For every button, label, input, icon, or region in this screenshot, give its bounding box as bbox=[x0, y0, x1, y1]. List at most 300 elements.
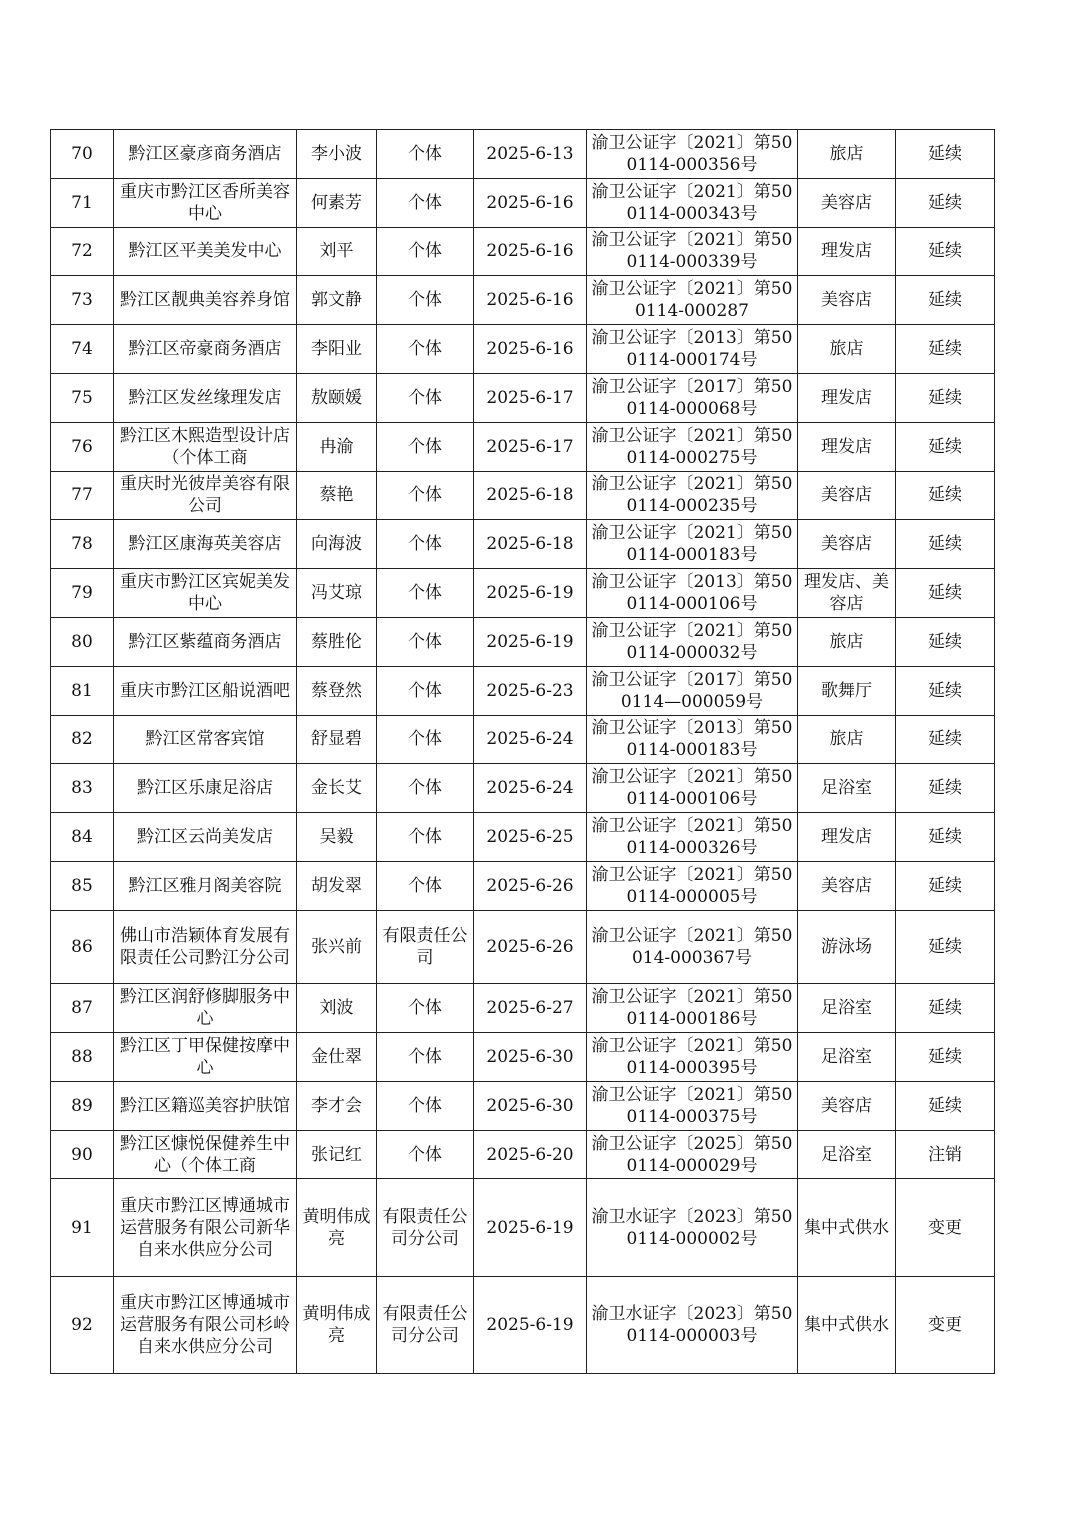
row-number-cell bbox=[51, 569, 114, 618]
business-name: 重庆市黔江区香所美容中心 bbox=[120, 181, 290, 224]
business-name: 黔江区紫蕴商务酒店 bbox=[128, 631, 282, 652]
business-category: 理发店 bbox=[821, 827, 872, 848]
legal-person-cell bbox=[297, 1276, 377, 1374]
issue-date: 2025-6-16 bbox=[486, 290, 574, 311]
issue-date: 2025-6-30 bbox=[486, 1046, 574, 1067]
business-type: 个体 bbox=[408, 192, 442, 213]
row-number-cell bbox=[51, 520, 114, 569]
license-number-cell bbox=[587, 1081, 798, 1130]
business-name-cell bbox=[114, 666, 297, 715]
business-name: 重庆时光彼岸美容有限公司 bbox=[120, 474, 290, 517]
business-category: 足浴室 bbox=[821, 1046, 872, 1067]
action-type: 延续 bbox=[928, 680, 962, 701]
action-type: 延续 bbox=[928, 436, 962, 457]
business-name: 黔江区豪彦商务酒店 bbox=[128, 143, 282, 164]
business-category: 美容店 bbox=[821, 534, 872, 555]
business-name-cell bbox=[114, 1179, 297, 1277]
business-name-cell bbox=[114, 617, 297, 666]
issue-date-cell bbox=[474, 471, 587, 520]
legal-person: 胡发翠 bbox=[311, 875, 362, 896]
table-row bbox=[51, 325, 995, 374]
row-number-cell bbox=[51, 910, 114, 984]
business-category-cell bbox=[798, 813, 896, 862]
license-number-cell bbox=[587, 715, 798, 764]
table-row bbox=[51, 1130, 995, 1179]
business-category-cell bbox=[798, 1179, 896, 1277]
business-name: 黔江区木熙造型设计店（个体工商 bbox=[120, 425, 290, 468]
issue-date-cell bbox=[474, 520, 587, 569]
business-type-cell bbox=[377, 861, 474, 910]
business-category: 美容店 bbox=[821, 192, 872, 213]
license-number: 渝卫公证字〔2021〕第500114-000395号 bbox=[591, 1035, 793, 1078]
business-type: 个体 bbox=[408, 875, 442, 896]
business-type: 个体 bbox=[408, 339, 442, 360]
legal-person-cell bbox=[297, 1130, 377, 1179]
business-name-cell bbox=[114, 325, 297, 374]
issue-date: 2025-6-26 bbox=[486, 875, 574, 896]
business-category-cell bbox=[798, 1033, 896, 1082]
issue-date: 2025-6-19 bbox=[486, 583, 574, 604]
business-category-cell bbox=[798, 130, 896, 179]
action-type: 延续 bbox=[928, 485, 962, 506]
action-type: 延续 bbox=[928, 387, 962, 408]
business-name: 黔江区云尚美发店 bbox=[137, 827, 273, 848]
action-type-cell bbox=[896, 276, 995, 325]
license-number-cell bbox=[587, 910, 798, 984]
table-row bbox=[51, 1081, 995, 1130]
issue-date-cell bbox=[474, 813, 587, 862]
issue-date-cell bbox=[474, 1130, 587, 1179]
action-type: 注销 bbox=[928, 1144, 962, 1165]
row-number: 91 bbox=[71, 1217, 93, 1238]
business-category-cell bbox=[798, 471, 896, 520]
legal-person-cell bbox=[297, 178, 377, 227]
business-name: 黔江区乐康足浴店 bbox=[137, 778, 273, 799]
row-number: 71 bbox=[71, 192, 93, 213]
row-number-cell bbox=[51, 373, 114, 422]
table-row bbox=[51, 666, 995, 715]
license-number-cell bbox=[587, 764, 798, 813]
business-type: 个体 bbox=[408, 680, 442, 701]
legal-person-cell bbox=[297, 861, 377, 910]
business-category: 理发店 bbox=[821, 241, 872, 262]
license-number-cell bbox=[587, 1033, 798, 1082]
issue-date: 2025-6-23 bbox=[486, 680, 574, 701]
business-type-cell bbox=[377, 130, 474, 179]
business-type-cell bbox=[377, 178, 474, 227]
legal-person-cell bbox=[297, 325, 377, 374]
action-type-cell bbox=[896, 569, 995, 618]
row-number: 77 bbox=[71, 485, 93, 506]
business-name-cell bbox=[114, 984, 297, 1033]
business-type: 个体 bbox=[408, 998, 442, 1019]
action-type-cell bbox=[896, 325, 995, 374]
business-type: 个体 bbox=[408, 534, 442, 555]
action-type-cell bbox=[896, 520, 995, 569]
row-number-cell bbox=[51, 227, 114, 276]
row-number: 81 bbox=[71, 680, 93, 701]
business-category: 旅店 bbox=[829, 729, 864, 750]
license-number-cell bbox=[587, 984, 798, 1033]
action-type: 延续 bbox=[928, 729, 962, 750]
business-type: 个体 bbox=[408, 631, 442, 652]
license-number-cell bbox=[587, 422, 798, 471]
issue-date: 2025-6-16 bbox=[486, 339, 574, 360]
business-name: 重庆市黔江区船说酒吧 bbox=[120, 680, 290, 701]
business-type: 个体 bbox=[408, 241, 442, 262]
business-type: 个体 bbox=[408, 778, 442, 799]
business-category-cell bbox=[798, 178, 896, 227]
row-number-cell bbox=[51, 1033, 114, 1082]
license-number-cell bbox=[587, 1276, 798, 1374]
business-name: 黔江区润舒修脚服务中心 bbox=[120, 987, 290, 1030]
business-type-cell bbox=[377, 569, 474, 618]
table-row bbox=[51, 178, 995, 227]
issue-date: 2025-6-25 bbox=[486, 827, 574, 848]
license-number-cell bbox=[587, 666, 798, 715]
table-row bbox=[51, 471, 995, 520]
legal-person: 李才会 bbox=[311, 1095, 362, 1116]
legal-person: 敖颐媛 bbox=[311, 387, 362, 408]
row-number: 86 bbox=[71, 937, 93, 957]
business-category-cell bbox=[798, 1276, 896, 1374]
business-category: 美容店 bbox=[821, 1095, 872, 1116]
issue-date-cell bbox=[474, 984, 587, 1033]
issue-date: 2025-6-20 bbox=[486, 1144, 574, 1165]
business-type: 个体 bbox=[408, 1046, 442, 1067]
business-type: 有限责任公司分公司 bbox=[382, 1206, 468, 1249]
action-type: 延续 bbox=[928, 631, 962, 652]
issue-date: 2025-6-18 bbox=[486, 534, 574, 555]
license-number: 渝卫公证字〔2021〕第500114-000343号 bbox=[591, 181, 793, 224]
action-type: 延续 bbox=[928, 534, 962, 555]
business-name-cell bbox=[114, 422, 297, 471]
issue-date: 2025-6-19 bbox=[486, 631, 574, 652]
row-number-cell bbox=[51, 715, 114, 764]
license-number: 渝卫公证字〔2021〕第500114-000326号 bbox=[591, 816, 793, 859]
business-type: 个体 bbox=[408, 485, 442, 506]
row-number-cell bbox=[51, 813, 114, 862]
issue-date: 2025-6-18 bbox=[486, 485, 574, 506]
table-row bbox=[51, 227, 995, 276]
action-type: 延续 bbox=[928, 192, 962, 213]
issue-date: 2025-6-27 bbox=[486, 998, 574, 1019]
business-type: 个体 bbox=[408, 1095, 442, 1116]
business-name: 黔江区慷悦保健养生中心（个体工商 bbox=[120, 1133, 290, 1176]
row-number-cell bbox=[51, 422, 114, 471]
business-category: 歌舞厅 bbox=[821, 680, 872, 701]
business-category: 理发店 bbox=[821, 436, 872, 457]
business-type: 有限责任公司 bbox=[382, 926, 468, 968]
issue-date: 2025-6-30 bbox=[486, 1095, 574, 1116]
business-type-cell bbox=[377, 373, 474, 422]
business-name: 黔江区靓典美容养身馆 bbox=[120, 290, 290, 311]
table-body bbox=[51, 130, 995, 1374]
legal-person-cell bbox=[297, 1081, 377, 1130]
legal-person: 李阳业 bbox=[311, 339, 362, 360]
action-type: 延续 bbox=[928, 241, 962, 262]
action-type: 变更 bbox=[928, 1315, 962, 1336]
business-category-cell bbox=[798, 276, 896, 325]
license-number: 渝卫公证字〔2021〕第500114-000275号 bbox=[591, 425, 793, 468]
action-type-cell bbox=[896, 861, 995, 910]
legal-person-cell bbox=[297, 520, 377, 569]
business-name: 黔江区籍巡美容护肤馆 bbox=[120, 1095, 290, 1116]
business-name-cell bbox=[114, 569, 297, 618]
business-category: 美容店 bbox=[821, 290, 872, 311]
business-name-cell bbox=[114, 910, 297, 984]
issue-date-cell bbox=[474, 910, 587, 984]
license-number: 渝卫公证字〔2021〕第500114-000287 bbox=[591, 279, 793, 322]
issue-date: 2025-6-16 bbox=[486, 241, 574, 262]
legal-person: 张记红 bbox=[311, 1144, 362, 1165]
table-row bbox=[51, 764, 995, 813]
issue-date-cell bbox=[474, 227, 587, 276]
business-category-cell bbox=[798, 422, 896, 471]
business-name: 黔江区康海英美容店 bbox=[128, 534, 282, 555]
action-type-cell bbox=[896, 813, 995, 862]
action-type-cell bbox=[896, 178, 995, 227]
business-category: 游泳场 bbox=[821, 937, 872, 957]
action-type: 延续 bbox=[928, 998, 962, 1019]
business-type-cell bbox=[377, 715, 474, 764]
table-row bbox=[51, 130, 995, 179]
business-name: 黔江区发丝缘理发店 bbox=[128, 387, 282, 408]
license-number-cell bbox=[587, 520, 798, 569]
action-type-cell bbox=[896, 715, 995, 764]
action-type: 延续 bbox=[928, 290, 962, 311]
legal-person: 蔡艳 bbox=[319, 485, 354, 506]
action-type-cell bbox=[896, 471, 995, 520]
license-number: 渝卫水证字〔2023〕第500114-000003号 bbox=[591, 1304, 793, 1347]
business-category: 足浴室 bbox=[821, 778, 872, 799]
license-number-cell bbox=[587, 325, 798, 374]
legal-person: 蔡胜伦 bbox=[311, 631, 362, 652]
business-category-cell bbox=[798, 1130, 896, 1179]
row-number-cell bbox=[51, 178, 114, 227]
row-number: 87 bbox=[71, 998, 93, 1019]
business-type-cell bbox=[377, 984, 474, 1033]
issue-date-cell bbox=[474, 1179, 587, 1277]
action-type: 延续 bbox=[928, 1095, 962, 1116]
issue-date-cell bbox=[474, 1033, 587, 1082]
business-name-cell bbox=[114, 276, 297, 325]
row-number-cell bbox=[51, 861, 114, 910]
action-type-cell bbox=[896, 617, 995, 666]
issue-date-cell bbox=[474, 715, 587, 764]
license-number: 渝卫公证字〔2021〕第500114-000339号 bbox=[591, 230, 793, 273]
row-number-cell bbox=[51, 666, 114, 715]
table-row bbox=[51, 276, 995, 325]
action-type: 延续 bbox=[928, 583, 962, 604]
row-number-cell bbox=[51, 984, 114, 1033]
business-name: 黔江区丁甲保健按摩中心 bbox=[120, 1035, 290, 1078]
license-number: 渝卫公证字〔2021〕第500114-000186号 bbox=[591, 987, 793, 1030]
table-row bbox=[51, 373, 995, 422]
issue-date-cell bbox=[474, 373, 587, 422]
business-name: 佛山市浩颖体育发展有限责任公司黔江分公司 bbox=[120, 926, 290, 968]
business-type-cell bbox=[377, 666, 474, 715]
business-name: 黔江区平美美发中心 bbox=[128, 241, 282, 262]
business-type-cell bbox=[377, 1179, 474, 1277]
license-number: 渝卫公证字〔2013〕第500114-000106号 bbox=[591, 572, 793, 615]
issue-date: 2025-6-13 bbox=[486, 143, 574, 164]
license-number: 渝卫公证字〔2017〕第500114—000059号 bbox=[591, 669, 793, 712]
legal-person-cell bbox=[297, 813, 377, 862]
business-name-cell bbox=[114, 520, 297, 569]
issue-date-cell bbox=[474, 764, 587, 813]
business-type-cell bbox=[377, 1033, 474, 1082]
issue-date: 2025-6-19 bbox=[486, 1217, 574, 1238]
legal-person-cell bbox=[297, 666, 377, 715]
business-category: 旅店 bbox=[829, 143, 864, 164]
business-type-cell bbox=[377, 764, 474, 813]
legal-person: 向海波 bbox=[311, 534, 362, 555]
issue-date-cell bbox=[474, 1276, 587, 1374]
row-number: 76 bbox=[71, 436, 93, 457]
legal-person: 金长艾 bbox=[311, 778, 362, 799]
business-name-cell bbox=[114, 471, 297, 520]
action-type-cell bbox=[896, 666, 995, 715]
business-type: 个体 bbox=[408, 143, 442, 164]
table-row bbox=[51, 984, 995, 1033]
issue-date: 2025-6-19 bbox=[486, 1315, 574, 1336]
row-number: 75 bbox=[71, 387, 93, 408]
issue-date-cell bbox=[474, 666, 587, 715]
table-row bbox=[51, 1033, 995, 1082]
row-number: 80 bbox=[71, 631, 93, 652]
legal-person: 郭文静 bbox=[311, 290, 362, 311]
legal-person: 李小波 bbox=[311, 143, 362, 164]
business-category: 集中式供水 bbox=[804, 1315, 889, 1336]
business-type-cell bbox=[377, 617, 474, 666]
action-type-cell bbox=[896, 1081, 995, 1130]
action-type-cell bbox=[896, 1276, 995, 1374]
business-category-cell bbox=[798, 715, 896, 764]
business-name-cell bbox=[114, 1033, 297, 1082]
license-number-cell bbox=[587, 373, 798, 422]
row-number: 90 bbox=[71, 1144, 93, 1165]
business-category: 理发店、美容店 bbox=[804, 572, 889, 615]
license-number: 渝卫公证字〔2021〕第500114-000183号 bbox=[591, 523, 793, 566]
license-number-cell bbox=[587, 130, 798, 179]
business-category-cell bbox=[798, 666, 896, 715]
action-type: 延续 bbox=[928, 143, 962, 164]
row-number: 85 bbox=[71, 875, 93, 896]
action-type-cell bbox=[896, 373, 995, 422]
license-number: 渝卫公证字〔2017〕第500114-000068号 bbox=[591, 376, 793, 419]
row-number: 72 bbox=[71, 241, 93, 262]
business-name-cell bbox=[114, 813, 297, 862]
business-category-cell bbox=[798, 569, 896, 618]
row-number: 74 bbox=[71, 339, 93, 360]
table-row bbox=[51, 569, 995, 618]
action-type-cell bbox=[896, 1179, 995, 1277]
action-type: 延续 bbox=[928, 1046, 962, 1067]
business-type: 个体 bbox=[408, 583, 442, 604]
legal-person-cell bbox=[297, 910, 377, 984]
row-number: 79 bbox=[71, 583, 93, 604]
row-number-cell bbox=[51, 1130, 114, 1179]
license-number-cell bbox=[587, 276, 798, 325]
row-number-cell bbox=[51, 617, 114, 666]
legal-person: 张兴前 bbox=[311, 937, 362, 957]
table-row bbox=[51, 422, 995, 471]
row-number-cell bbox=[51, 1179, 114, 1277]
issue-date-cell bbox=[474, 325, 587, 374]
legal-person: 冯艾琼 bbox=[311, 583, 362, 604]
license-table bbox=[50, 129, 995, 1374]
license-number-cell bbox=[587, 227, 798, 276]
issue-date: 2025-6-26 bbox=[486, 937, 574, 957]
legal-person: 冉渝 bbox=[319, 436, 354, 457]
action-type-cell bbox=[896, 1130, 995, 1179]
action-type: 变更 bbox=[928, 1217, 962, 1238]
issue-date-cell bbox=[474, 569, 587, 618]
issue-date-cell bbox=[474, 276, 587, 325]
license-number-cell bbox=[587, 813, 798, 862]
issue-date-cell bbox=[474, 617, 587, 666]
business-category: 足浴室 bbox=[821, 1144, 872, 1165]
action-type-cell bbox=[896, 764, 995, 813]
legal-person: 何素芳 bbox=[311, 192, 362, 213]
business-type: 个体 bbox=[408, 1144, 442, 1165]
business-name-cell bbox=[114, 227, 297, 276]
legal-person: 舒显碧 bbox=[311, 729, 362, 750]
row-number: 89 bbox=[71, 1095, 93, 1116]
table-row bbox=[51, 1276, 995, 1374]
row-number-cell bbox=[51, 130, 114, 179]
business-name-cell bbox=[114, 764, 297, 813]
business-type: 个体 bbox=[408, 729, 442, 750]
business-name-cell bbox=[114, 1276, 297, 1374]
business-name-cell bbox=[114, 1130, 297, 1179]
business-name-cell bbox=[114, 178, 297, 227]
legal-person-cell bbox=[297, 617, 377, 666]
business-category: 集中式供水 bbox=[804, 1217, 889, 1238]
license-number: 渝卫公证字〔2013〕第500114-000183号 bbox=[591, 718, 793, 761]
business-type-cell bbox=[377, 910, 474, 984]
license-number: 渝卫公证字〔2021〕第500114-000356号 bbox=[591, 132, 793, 175]
row-number: 88 bbox=[71, 1046, 93, 1067]
row-number: 73 bbox=[71, 290, 93, 311]
business-category: 足浴室 bbox=[821, 998, 872, 1019]
issue-date-cell bbox=[474, 178, 587, 227]
legal-person-cell bbox=[297, 422, 377, 471]
license-number: 渝卫公证字〔2021〕第500114-000235号 bbox=[591, 474, 793, 517]
legal-person-cell bbox=[297, 715, 377, 764]
legal-person: 吴毅 bbox=[319, 827, 354, 848]
business-category: 旅店 bbox=[829, 631, 864, 652]
row-number-cell bbox=[51, 1081, 114, 1130]
business-category-cell bbox=[798, 373, 896, 422]
business-category-cell bbox=[798, 325, 896, 374]
business-name: 重庆市黔江区宾妮美发中心 bbox=[120, 572, 290, 615]
row-number: 70 bbox=[71, 143, 93, 164]
business-type-cell bbox=[377, 520, 474, 569]
license-number-cell bbox=[587, 1130, 798, 1179]
table-row bbox=[51, 910, 995, 984]
business-category-cell bbox=[798, 984, 896, 1033]
action-type: 延续 bbox=[928, 875, 962, 896]
business-category-cell bbox=[798, 520, 896, 569]
business-type-cell bbox=[377, 1276, 474, 1374]
license-number: 渝卫公证字〔2021〕第500114-000106号 bbox=[591, 767, 793, 810]
action-type-cell bbox=[896, 1033, 995, 1082]
legal-person: 黄明伟成亮 bbox=[302, 1206, 371, 1249]
action-type: 延续 bbox=[928, 339, 962, 360]
table-row bbox=[51, 617, 995, 666]
